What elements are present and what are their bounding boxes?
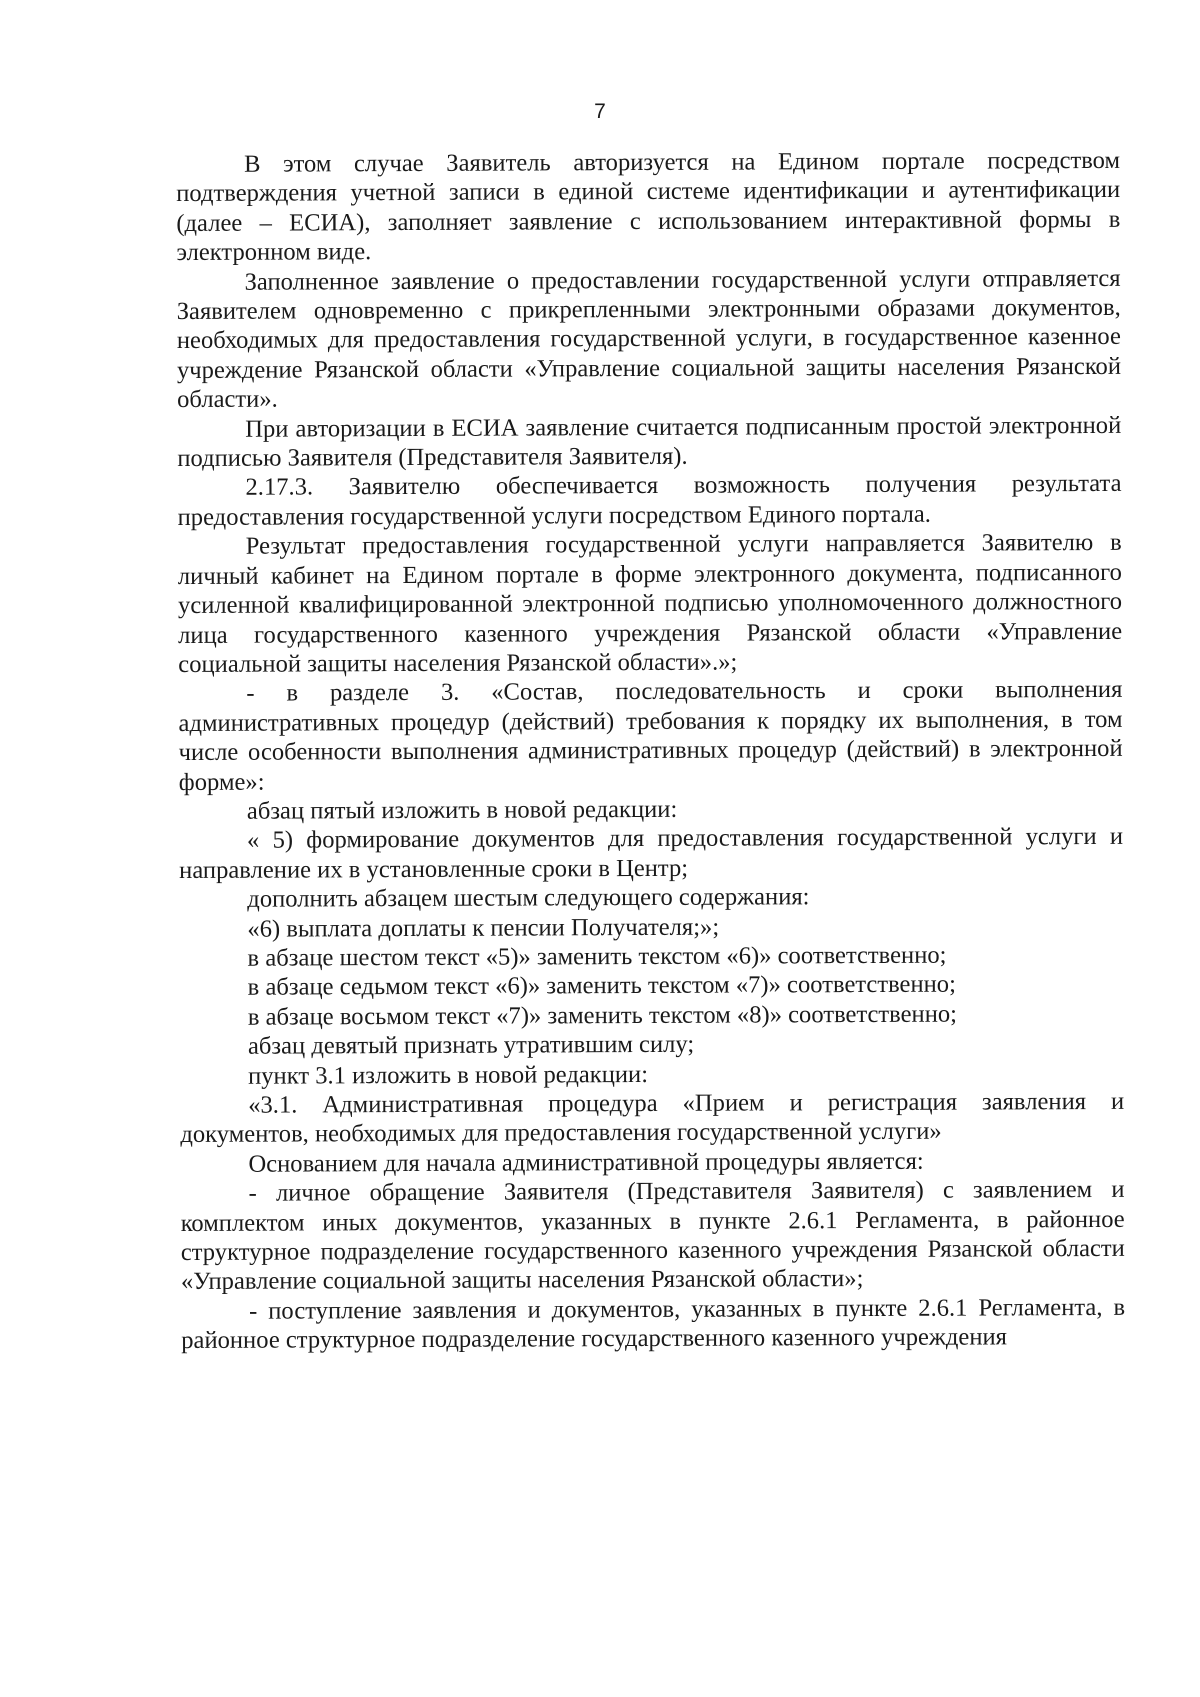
paragraph: Основанием для начала административной процедуры является: <box>248 1147 924 1178</box>
paragraph: При авторизации в ЕСИА заявление считается подписанным простой электронной подписью Заявителя (Представителя Заявителя). <box>177 411 1122 473</box>
paragraph: - поступление заявления и документов, указанных в пункте 2.6.1 Регламента, в районное структурное подразделение государственного казенного учреждения <box>181 1293 1126 1355</box>
paragraph: «3.1. Административная процедура «Прием и регистрация заявления и документов, необходимых для предоставления государственной услуги» <box>180 1087 1125 1149</box>
paragraph: в абзаце шестом текст «5)» заменить текстом «6)» соответственно; <box>247 941 947 972</box>
paragraph: Результат предоставления государственной услуги направляется Заявителю в личный кабинет на Едином портале в форме электронного документа, подписанного усиленной квалифицированной электронной подписью уполномоченного должностного лица государственного казенного учреждения Рязанской области «Управление социальной защиты населения Рязанской области».»; <box>177 529 1123 678</box>
paragraph: Заполненное заявление о предоставлении государственной услуги отправляется Заявителем одновременно с прикрепленными электронными образами документов, необходимых для предоставления государственной услуги, в государственное казенное учреждение Рязанской области «Управление социальной защиты населения Рязанской области». <box>176 264 1122 414</box>
paragraph: дополнить абзацем шестым следующего содержания: <box>247 883 810 913</box>
paragraph: - личное обращение Заявителя (Представителя Заявителя) с заявлением и комплектом иных документов, указанных в пункте 2.6.1 Регламента, в районное структурное подразделение государственного казенного учреждения Рязанской области «Управление социальной защиты населения Рязанской области»; <box>180 1176 1125 1296</box>
paragraph: в абзаце седьмом текст «6)» заменить текстом «7)» соответственно; <box>247 970 956 1002</box>
paragraph: В этом случае Заявитель авторизуется на Едином портале посредством подтверждения учетной записи в единой системе идентификации и аутентификации (далее – ЕСИА), заполняет заявление с использованием интерактивной формы в электронном виде. <box>176 146 1121 267</box>
paragraph: пункт 3.1 изложить в новой редакции: <box>247 1060 649 1090</box>
paragraph: - в разделе 3. «Состав, последовательность и сроки выполнения административных процедур (действий) требования к порядку их выполнения, в том числе особенности выполнения административных процедур (действий) в электронной форме»: <box>178 676 1123 796</box>
page-number: 7 <box>594 100 606 123</box>
body-text <box>176 146 1125 1356</box>
paragraph: « 5) формирование документов для предоставления государственной услуги и направление их в установленные сроки в Центр; <box>179 823 1124 884</box>
paragraph: 2.17.3. Заявителю обеспечивается возможность получения результата предоставления государственной услуги посредством Единого портала. <box>177 470 1122 531</box>
paragraph: абзац девятый признать утратившим силу; <box>247 1030 695 1060</box>
paragraph: в абзаце восьмом текст «7)» заменить текстом «8)» соответственно; <box>247 1000 958 1031</box>
paragraph: абзац пятый изложить в новой редакции: <box>246 795 678 825</box>
paragraph: «6) выплата доплаты к пенсии Получателя;»; <box>247 913 720 943</box>
